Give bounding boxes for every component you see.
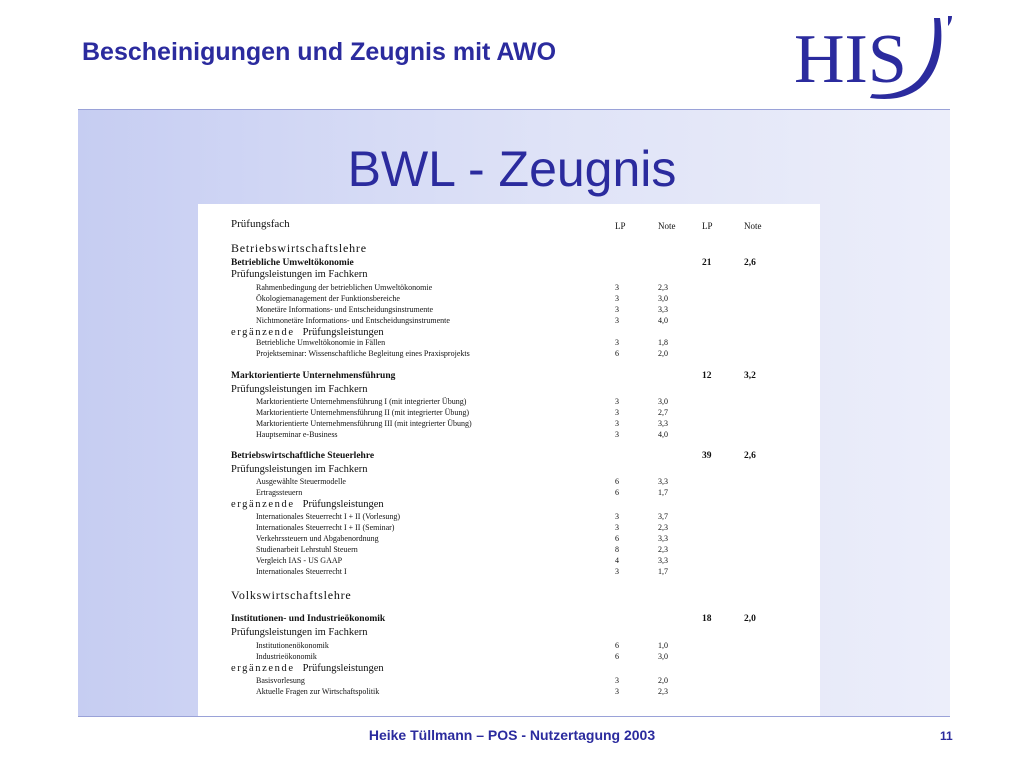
group-label-word: ergänzende bbox=[231, 499, 295, 510]
course-lp: 3 bbox=[615, 676, 619, 685]
course-name: Aktuelle Fragen zur Wirtschaftspolitik bbox=[256, 687, 380, 696]
group-label-word: Prüfungsleistungen bbox=[302, 663, 384, 674]
course-note: 2,3 bbox=[658, 283, 668, 292]
footer-divider bbox=[78, 716, 950, 717]
module-lp: 18 bbox=[702, 614, 712, 624]
course-name: Ertragssteuern bbox=[256, 488, 303, 497]
module-name: Betriebliche Umweltökonomie bbox=[231, 258, 354, 268]
logo-text: HIS bbox=[794, 21, 907, 98]
course-lp: 3 bbox=[615, 687, 619, 696]
group-label-text bbox=[231, 327, 384, 338]
row-label: Prüfungsleistungen im Fachkern bbox=[231, 464, 368, 475]
course-note: 2,3 bbox=[658, 523, 668, 532]
row-label: Prüfungsleistungen im Fachkern bbox=[231, 384, 368, 395]
course-note: 1,0 bbox=[658, 641, 668, 650]
course-note: 4,0 bbox=[658, 316, 668, 325]
course-name: Basisvorlesung bbox=[256, 676, 305, 685]
course-lp: 3 bbox=[615, 305, 619, 314]
course-name: Internationales Steuerrecht I + II (Vorlesung) bbox=[256, 512, 401, 521]
module-note: 3,2 bbox=[744, 371, 756, 381]
logo-swoosh-tip bbox=[948, 16, 952, 26]
course-note: 3,3 bbox=[658, 534, 668, 543]
module-note: 2,0 bbox=[744, 614, 756, 624]
course-name: Studienarbeit Lehrstuhl Steuern bbox=[256, 545, 358, 554]
course-lp: 3 bbox=[615, 567, 619, 576]
column-header-lp: LP bbox=[615, 221, 626, 231]
main-heading: BWL - Zeugnis bbox=[347, 141, 677, 197]
his-logo bbox=[792, 14, 954, 102]
course-lp: 6 bbox=[615, 534, 619, 543]
row-label: Volkswirtschaftslehre bbox=[231, 588, 352, 602]
course-lp: 3 bbox=[615, 419, 619, 428]
slide-title: Bescheinigungen und Zeugnis mit AWO bbox=[82, 38, 557, 66]
course-name: Rahmenbedingung der betrieblichen Umweltökonomie bbox=[256, 283, 433, 292]
course-lp: 3 bbox=[615, 338, 619, 347]
row-label: Prüfungsleistungen im Fachkern bbox=[231, 269, 368, 280]
module-note: 2,6 bbox=[744, 258, 756, 268]
course-note: 1,7 bbox=[658, 488, 668, 497]
module-name: Institutionen- und Industrieökonomik bbox=[231, 614, 386, 624]
row-label: Prüfungsleistungen im Fachkern bbox=[231, 627, 368, 638]
course-lp: 6 bbox=[615, 349, 619, 358]
row-label: Betriebswirtschaftslehre bbox=[231, 241, 367, 255]
course-name: Internationales Steuerrecht I + II (Seminar) bbox=[256, 523, 395, 532]
group-label-text bbox=[231, 499, 384, 510]
column-header-subject: Prüfungsfach bbox=[231, 218, 290, 230]
course-note: 2,0 bbox=[658, 349, 668, 358]
course-note: 2,0 bbox=[658, 676, 668, 685]
group-label-text bbox=[231, 663, 384, 674]
course-note: 3,7 bbox=[658, 512, 668, 521]
module-note: 2,6 bbox=[744, 451, 756, 461]
group-label-word: Prüfungsleistungen bbox=[302, 499, 384, 510]
course-name: Verkehrssteuern und Abgabenordnung bbox=[256, 534, 379, 543]
course-lp: 3 bbox=[615, 397, 619, 406]
module-lp: 21 bbox=[702, 258, 712, 268]
course-note: 2,3 bbox=[658, 687, 668, 696]
course-note: 2,7 bbox=[658, 408, 668, 417]
course-lp: 6 bbox=[615, 488, 619, 497]
course-name: Marktorientierte Unternehmensführung I (mit integrierter Übung) bbox=[256, 397, 467, 406]
module-lp: 39 bbox=[702, 451, 712, 461]
column-header-note-total: Note bbox=[744, 221, 762, 231]
course-note: 3,3 bbox=[658, 419, 668, 428]
group-label-word: Prüfungsleistungen bbox=[302, 327, 384, 338]
course-name: Hauptseminar e-Business bbox=[256, 430, 338, 439]
course-note: 1,7 bbox=[658, 567, 668, 576]
course-note: 3,0 bbox=[658, 397, 668, 406]
course-note: 2,3 bbox=[658, 545, 668, 554]
group-label-word: ergänzende bbox=[231, 327, 295, 338]
course-lp: 8 bbox=[615, 545, 619, 554]
certificate-document bbox=[198, 204, 820, 716]
course-note: 3,0 bbox=[658, 652, 668, 661]
course-name: Ausgewählte Steuermodelle bbox=[256, 477, 346, 486]
course-lp: 4 bbox=[615, 556, 619, 565]
module-lp: 12 bbox=[702, 371, 712, 381]
course-name: Nichtmonetäre Informations- und Entscheidungsinstrumente bbox=[256, 316, 450, 325]
course-lp: 3 bbox=[615, 294, 619, 303]
course-lp: 3 bbox=[615, 283, 619, 292]
course-note: 4,0 bbox=[658, 430, 668, 439]
course-name: Institutionenökonomik bbox=[256, 641, 329, 650]
course-note: 3,3 bbox=[658, 477, 668, 486]
course-lp: 6 bbox=[615, 652, 619, 661]
course-lp: 3 bbox=[615, 430, 619, 439]
course-lp: 6 bbox=[615, 477, 619, 486]
course-note: 3,3 bbox=[658, 556, 668, 565]
course-name: Betriebliche Umweltökonomie in Fällen bbox=[256, 338, 386, 347]
page-number: 11 bbox=[940, 729, 953, 743]
course-note: 1,8 bbox=[658, 338, 668, 347]
footer-text: Heike Tüllmann – POS - Nutzertagung 2003 bbox=[368, 727, 656, 743]
course-name: Marktorientierte Unternehmensführung III (mit integrierter Übung) bbox=[256, 419, 472, 428]
group-label-word: ergänzende bbox=[231, 663, 295, 674]
course-lp: 3 bbox=[615, 316, 619, 325]
course-lp: 3 bbox=[615, 512, 619, 521]
course-note: 3,0 bbox=[658, 294, 668, 303]
module-name: Betriebswirtschaftliche Steuerlehre bbox=[231, 451, 375, 461]
course-name: Monetäre Informations- und Entscheidungsinstrumente bbox=[256, 305, 434, 314]
course-name: Industrieökonomik bbox=[256, 652, 317, 661]
course-name: Ökologiemanagement der Funktionsbereiche bbox=[256, 294, 400, 303]
course-name: Internationales Steuerrecht I bbox=[256, 567, 347, 576]
course-name: Projektseminar: Wissenschaftliche Begleitung eines Praxisprojekts bbox=[256, 349, 470, 358]
course-lp: 6 bbox=[615, 641, 619, 650]
course-name: Marktorientierte Unternehmensführung II (mit integrierter Übung) bbox=[256, 408, 470, 417]
course-note: 3,3 bbox=[658, 305, 668, 314]
course-name: Vergleich IAS - US GAAP bbox=[256, 556, 343, 565]
column-header-lp-total: LP bbox=[702, 221, 713, 231]
column-header-note: Note bbox=[658, 221, 676, 231]
module-name: Marktorientierte Unternehmensführung bbox=[231, 371, 396, 381]
course-lp: 3 bbox=[615, 523, 619, 532]
course-lp: 3 bbox=[615, 408, 619, 417]
